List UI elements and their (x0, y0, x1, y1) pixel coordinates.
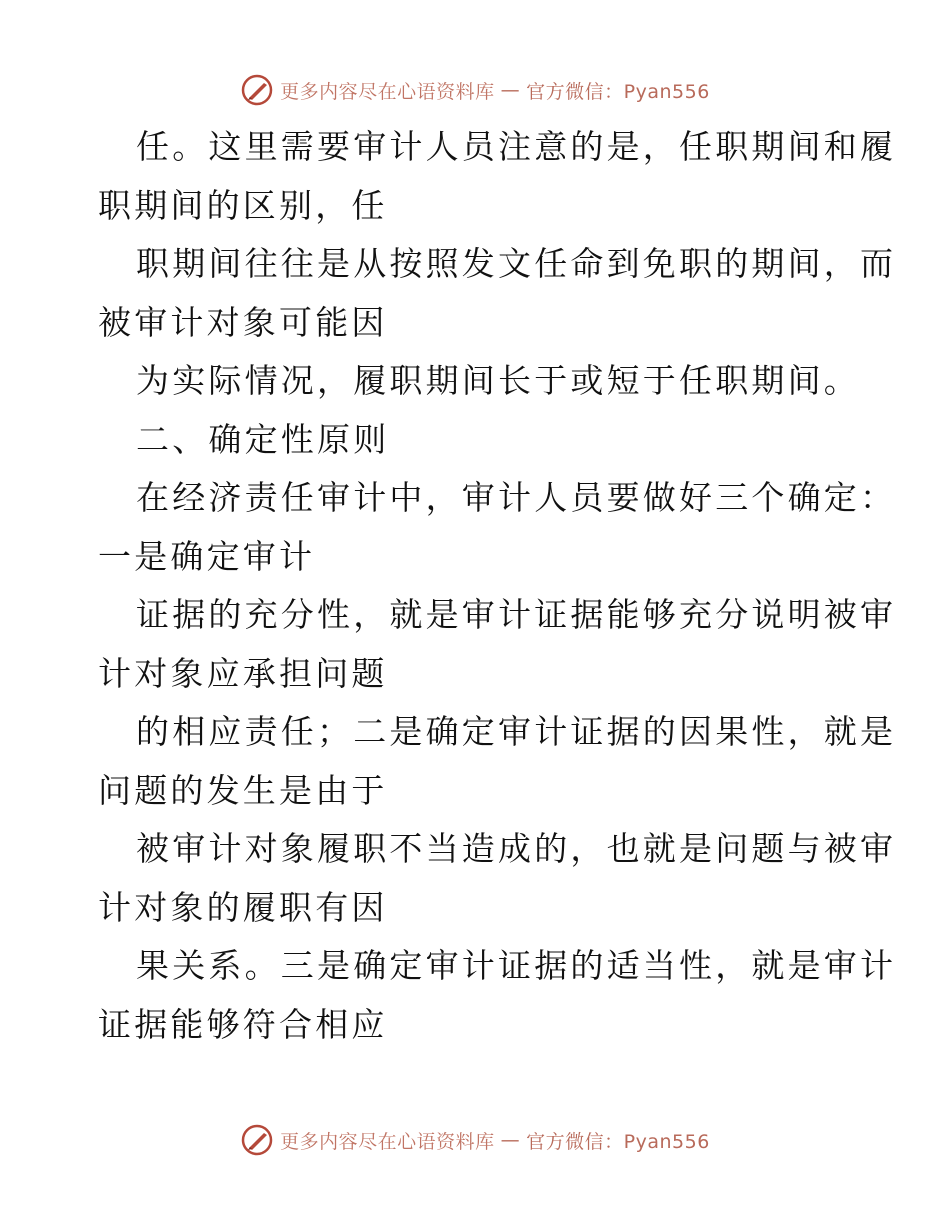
banner-wechat: 官方微信：Pyan556 (526, 80, 710, 103)
logo-feather-pen-icon (240, 73, 274, 107)
text-line: 在经济责任审计中，审计人员要做好三个确定： (136, 478, 897, 517)
text-line: 职期间往往是从按照发文任命到免职的期间，而 (136, 244, 897, 283)
text-line: 被审计对象履职不当造成的，也就是问题与被审 (136, 829, 897, 868)
logo-feather-pen-icon (240, 1123, 274, 1157)
footer-banner (0, 1120, 950, 1160)
text-line: 问题的发生是由于 (98, 770, 388, 810)
text-line: 证据的充分性，就是审计证据能够充分说明被审 (136, 595, 897, 634)
text-line: 一是确定审计 (98, 536, 316, 576)
text-line: 计对象的履职有因 (98, 887, 388, 927)
text-line: 为实际情况，履职期间长于或短于任职期间。 (136, 361, 860, 400)
section-heading: 二、确定性原则 (136, 419, 390, 459)
text-line: 计对象应承担问题 (98, 653, 388, 693)
text-line: 果关系。三是确定审计证据的适当性，就是审计 (136, 946, 897, 985)
text-line: 的相应责任；二是确定审计证据的因果性，就是 (136, 712, 897, 751)
banner-wechat: 官方微信：Pyan556 (526, 1130, 710, 1153)
text-line: 被审计对象可能因 (98, 302, 388, 342)
document-body (98, 118, 897, 1054)
banner-title: 更多内容尽在心语资料库 (280, 1130, 495, 1153)
banner-separator: — (500, 79, 521, 101)
banner-title: 更多内容尽在心语资料库 (280, 80, 495, 103)
text-line: 职期间的区别，任 (98, 185, 388, 225)
text-line: 证据能够符合相应 (98, 1004, 388, 1044)
banner-separator: — (500, 1129, 521, 1151)
header-banner (0, 70, 950, 110)
text-line: 任。这里需要审计人员注意的是，任职期间和履 (136, 127, 897, 166)
